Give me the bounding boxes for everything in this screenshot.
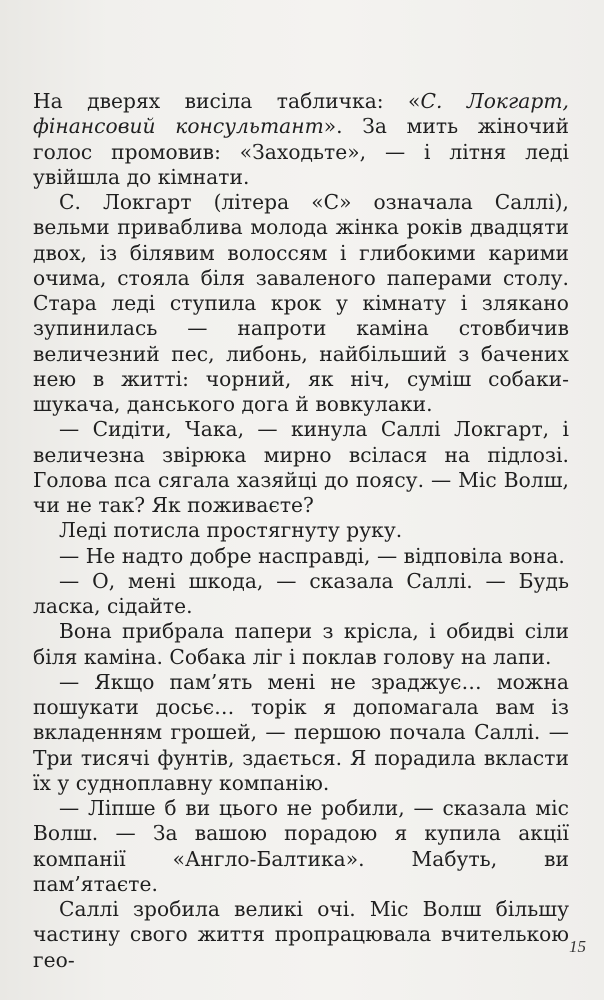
paragraph-sitting: Вона прибрала папери з крісла, і обидві сіли біля каміна. Собака ліг і поклав голову на лапи. [33, 619, 569, 669]
paragraph-surprise: Саллі зробила великі очі. Міс Волш більшу частину свого життя пропрацювала вчителькою гео- [33, 897, 569, 972]
page-number: 15 [569, 937, 586, 956]
paragraph-complaint: — Ліпше б ви цього не робили, — сказала міс Волш. — За вашою порадою я купила акції компанії «Англо-Балтика». Мабуть, ви пам’ятаєте. [33, 796, 569, 896]
paragraph-intro-end: ». За мить жіночий голос промовив: «Заходьте», — і літня леді увійшла до кімнати. [33, 114, 569, 189]
paragraph-sorry: — О, мені шкода, — сказала Саллі. — Будь ласка, сідайте. [33, 568, 569, 618]
paragraph-dog-command: — Сидіти, Чака, — кинула Саллі Локгарт, і величезна звірюка мирно всілася на підлозі. Голова пса сягала хазяйці до поясу. — Міс Волш, чи не так? Як поживаєте? [33, 417, 569, 517]
paragraph-handshake: Леді потисла простягнуту руку. [59, 518, 403, 543]
paragraph-investment: — Якщо пам’ять мені не зраджує… можна пошукати досьє… торік я допомагала вам із вкладенням грошей, — першою почала Саллі. — Три тисячі фунтів, здається. Я порадила вкласти їх у судноплавну компанію. [33, 669, 569, 795]
paragraph-reply: — Не надто добре насправді, — відповіла вона. [59, 543, 565, 568]
paragraph-intro [33, 89, 569, 190]
paragraph-intro-start: На дверях висіла табличка: « [33, 89, 421, 113]
page-text [33, 89, 569, 973]
paragraph-intro-sign: С. Локгарт, фінансовий консультант [33, 89, 569, 139]
paragraph-sally-description: С. Локгарт (літера «С» означала Саллі), вельми приваблива молода жінка років двадцяти двох, із білявим волоссям і глибокими карими очима, стояла біля заваленого паперами столу. Стара леді ступила крок у кімнату і злякано зупинилась — напроти каміна стовбичив величезний пес, либонь, найбільший з бачених нею в житті: чорний, як ніч, суміш собаки-шукача, данського дога й вовкулаки. [33, 190, 569, 416]
